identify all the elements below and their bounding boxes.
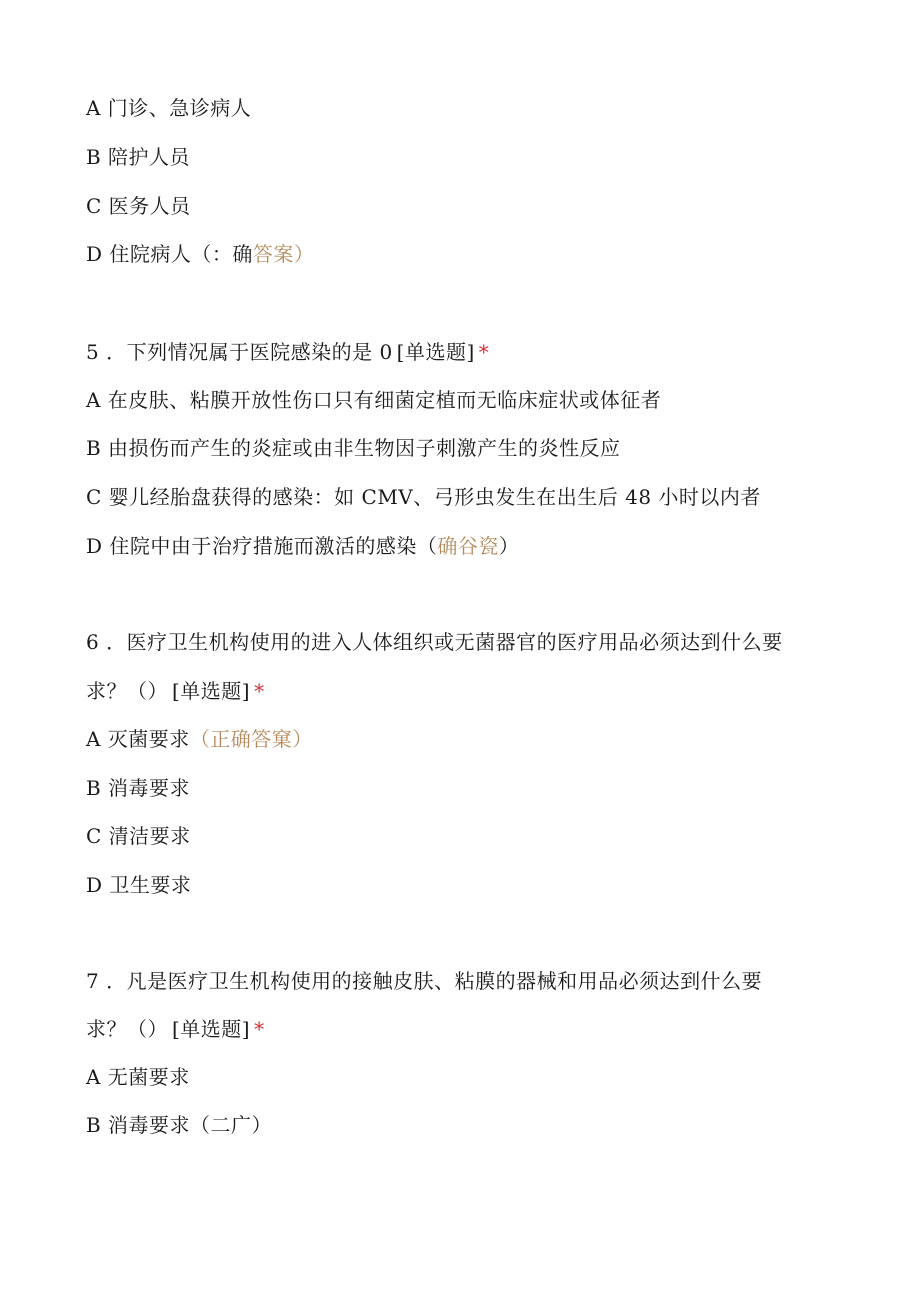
q5-option-d-end: ） (498, 534, 520, 558)
q7-stem-text-2: 求？（） (86, 1017, 168, 1041)
q4-option-c[interactable] (86, 192, 191, 220)
q5-correct-answer-mark: 确谷瓷 (437, 534, 499, 558)
q6-required-star: * (254, 679, 265, 703)
q7-stem-text-1: 7 ．凡是医疗卫生机构使用的接触皮肤、粘膜的器械和用品必须达到什么要 (86, 969, 763, 993)
q6-option-d-text: D 卫生要求 (86, 873, 192, 897)
q5-option-a[interactable] (86, 386, 661, 414)
q6-stem-line2 (86, 677, 265, 705)
q7-option-b[interactable] (86, 1111, 272, 1139)
q6-option-b-text: B 消毒要求 (86, 776, 191, 800)
q5-type-tag: [单选题] (396, 340, 475, 364)
q6-option-c-text: C 清洁要求 (86, 824, 191, 848)
q4-option-c-text: C 医务人员 (86, 194, 191, 218)
q7-option-a-text: A 无菌要求 (86, 1065, 190, 1089)
q5-option-b[interactable] (86, 434, 621, 462)
q4-correct-answer-mark: 答案） (252, 242, 315, 266)
q6-correct-answer-mark: （正确答窠） (189, 727, 313, 751)
q6-stem-text-2: 求？（） (86, 679, 168, 703)
q7-stem-line2 (86, 1015, 265, 1043)
q5-option-a-text: A 在皮肤、粘膜开放性伤口只有细菌定植而无临床症状或体征者 (86, 388, 662, 412)
q6-stem-text-1: 6 ．医疗卫生机构使用的进入人体组织或无菌器官的医疗用品必须达到什么要 (86, 630, 783, 654)
q4-option-a-text: A 门诊、急诊病人 (86, 96, 252, 120)
q7-stem-line1 (86, 967, 762, 995)
q7-option-b-text: B 消毒要求（二广） (86, 1113, 273, 1137)
q7-type-tag: [单选题] (172, 1017, 251, 1041)
q6-option-d[interactable] (86, 871, 191, 899)
q5-stem-text: 5 ．下列情况属于医院感染的是 0 (86, 340, 393, 364)
q5-option-c[interactable] (86, 483, 761, 511)
q6-type-tag: [单选题] (172, 679, 251, 703)
q4-option-d-text: D 住院病人（：确 (86, 242, 253, 266)
q4-option-b-text: B 陪护人员 (86, 145, 191, 169)
q6-option-a-text: A 灭菌要求 (86, 727, 190, 751)
q5-option-d-text: D 住院中由于治疗措施而激活的感染（ (86, 534, 438, 558)
q4-option-d[interactable] (86, 240, 314, 268)
q5-stem (86, 338, 489, 366)
q5-required-star: * (478, 340, 490, 364)
q6-option-a[interactable] (86, 725, 313, 753)
q7-option-a[interactable] (86, 1063, 190, 1091)
q7-required-star: * (254, 1017, 265, 1041)
q6-option-b[interactable] (86, 774, 190, 802)
q5-option-c-text: C 婴儿经胎盘获得的感染：如 CMV、弓形虫发生在出生后 48 小时以内者 (86, 485, 761, 509)
q6-option-c[interactable] (86, 822, 191, 850)
q6-stem-line1 (86, 628, 783, 656)
q5-option-d[interactable] (86, 532, 519, 560)
q4-option-b[interactable] (86, 143, 190, 171)
q4-option-a[interactable] (86, 94, 251, 122)
q5-option-b-text: B 由损伤而产生的炎症或由非生物因子刺激产生的炎性反应 (86, 436, 621, 460)
